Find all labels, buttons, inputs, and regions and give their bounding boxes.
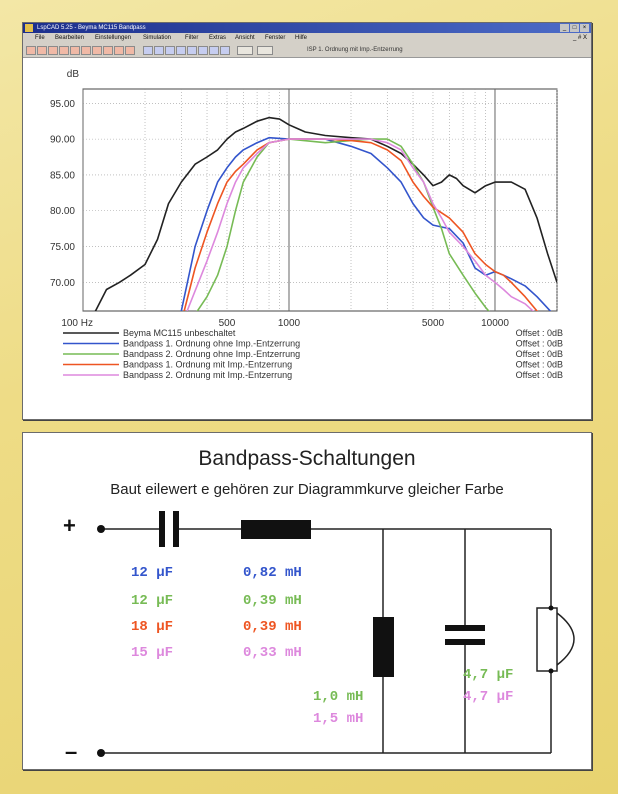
menu-simulation[interactable]: Simulation: [143, 35, 172, 41]
inductor-value-blue: 0,82 mH: [243, 565, 302, 581]
toolbar-button[interactable]: [209, 46, 219, 55]
minimize-button[interactable]: _: [560, 24, 569, 32]
plus-terminal-label: +: [63, 513, 76, 538]
input-terminal-plus: [97, 525, 105, 533]
chart-grid: [83, 89, 557, 311]
toolbar-button[interactable]: [198, 46, 208, 55]
toolbar-button[interactable]: [220, 46, 230, 55]
menu-settings[interactable]: Einstellungen: [95, 35, 132, 41]
shunt-inductor-value-pink: 1,5 mH: [313, 711, 364, 727]
frequency-response-chart: [23, 57, 591, 419]
x-tick-label: 5000: [421, 318, 445, 329]
app-icon: [25, 24, 33, 32]
toolbar-button[interactable]: [26, 46, 36, 55]
menu-file[interactable]: File: [35, 35, 45, 41]
x-tick-label: 1000: [277, 318, 301, 329]
toolbar-button[interactable]: [37, 46, 47, 55]
toolbar-button[interactable]: [48, 46, 58, 55]
legend-label-2: Bandpass 1. Ordnung ohne Imp.-Entzerrung: [123, 338, 301, 349]
y-tick-label: 70.00: [49, 277, 75, 289]
toolbar-button[interactable]: [125, 46, 135, 55]
minus-terminal-label: –: [65, 739, 78, 764]
capacitor-value-pink: 15 μF: [131, 645, 174, 661]
circuit-panel: [22, 432, 592, 770]
toolbar: [23, 44, 591, 58]
speaker-magnet: [537, 608, 557, 671]
legend-label-4: Bandpass 1. Ordnung mit Imp.-Entzerrung: [123, 359, 293, 370]
input-terminal-minus: [97, 749, 105, 757]
shunt-capacitor-value-green: 4,7 μF: [463, 667, 514, 683]
menu-bar: [23, 33, 591, 44]
toolbar-button[interactable]: [59, 46, 69, 55]
legend-label-3: Bandpass 2. Ordnung ohne Imp.-Entzerrung: [123, 349, 301, 359]
menu-edit[interactable]: Bearbeiten: [55, 35, 85, 41]
plot-frame: [83, 89, 557, 311]
x-tick-label: 100 Hz: [61, 318, 93, 329]
inductor-value-green: 0,39 mH: [243, 593, 302, 609]
y-tick-label: 90.00: [49, 134, 75, 146]
legend-label-1: Beyma MC115 unbeschaltet: [123, 328, 236, 338]
y-tick-label: 95.00: [49, 98, 75, 110]
circuit-schematic: [23, 433, 591, 769]
maximize-button[interactable]: □: [570, 24, 579, 32]
toolbar-button[interactable]: [237, 46, 253, 55]
circuit-title: Bandpass-Schaltungen: [198, 447, 416, 470]
menu-view[interactable]: Ansicht: [235, 35, 255, 41]
chart-legend: [63, 328, 563, 380]
close-button[interactable]: ×: [580, 24, 589, 32]
series-capacitor-plate: [173, 511, 179, 547]
menu-window[interactable]: Fenster: [265, 35, 286, 41]
y-tick-label: 80.00: [49, 206, 75, 218]
y-tick-label: 85.00: [49, 170, 75, 182]
title-bar: [23, 23, 591, 33]
menu-filter[interactable]: Filter: [185, 35, 199, 41]
capacitor-value-green: 12 μF: [131, 593, 174, 609]
y-axis-label: dB: [66, 69, 79, 80]
toolbar-button[interactable]: [187, 46, 197, 55]
toolbar-button[interactable]: [143, 46, 153, 55]
toolbar-button[interactable]: [176, 46, 186, 55]
shunt-capacitor-plate: [445, 625, 485, 631]
app-window: [22, 22, 592, 420]
x-tick-label: 10000: [481, 318, 509, 329]
shunt-capacitor-value-pink: 4,7 μF: [463, 689, 514, 705]
toolbar-button[interactable]: [92, 46, 102, 55]
toolbar-button[interactable]: [257, 46, 273, 55]
child-window-controls[interactable]: _ # X: [572, 35, 587, 41]
toolbar-button[interactable]: [114, 46, 124, 55]
shunt-inductor-value-green: 1,0 mH: [313, 689, 364, 705]
legend-offset-4: Offset : 0dB: [515, 359, 563, 370]
series-inductor: [241, 520, 311, 539]
toolbar-button[interactable]: [165, 46, 175, 55]
legend-label-5: Bandpass 2. Ordnung mit Imp.-Entzerrung: [123, 370, 293, 380]
toolbar-button[interactable]: [81, 46, 91, 55]
inductor-value-pink: 0,33 mH: [243, 645, 302, 661]
capacitor-value-blue: 12 μF: [131, 565, 174, 581]
circuit-subtitle: Baut eilewert e gehören zur Diagrammkurve gleicher Farbe: [110, 481, 504, 498]
menu-extras[interactable]: Extras: [209, 35, 227, 41]
speaker-cone: [557, 613, 574, 665]
capacitor-value-red: 18 μF: [131, 619, 174, 635]
speaker-terminal: [549, 669, 554, 674]
legend-offset-5: Offset : 0dB: [515, 370, 563, 380]
toolbar-curve-label: ISP 1. Ordnung mit Imp.-Entzerrung: [307, 47, 403, 53]
toolbar-button[interactable]: [154, 46, 164, 55]
legend-offset-3: Offset : 0dB: [515, 349, 563, 359]
inductor-value-red: 0,39 mH: [243, 619, 302, 635]
legend-offset-1: Offset : 0dB: [515, 328, 563, 338]
legend-offset-2: Offset : 0dB: [515, 338, 563, 349]
shunt-inductor: [373, 617, 394, 677]
x-tick-label: 500: [218, 318, 236, 329]
window-title: LspCAD 5.25 - Beyma MC115 Bandpass: [37, 25, 146, 31]
menu-help[interactable]: Hilfe: [295, 35, 308, 41]
toolbar-button[interactable]: [103, 46, 113, 55]
shunt-capacitor-plate: [445, 639, 485, 645]
toolbar-button[interactable]: [70, 46, 80, 55]
speaker-terminal: [549, 606, 554, 611]
y-tick-label: 75.00: [49, 242, 75, 254]
series-capacitor-plate: [159, 511, 165, 547]
